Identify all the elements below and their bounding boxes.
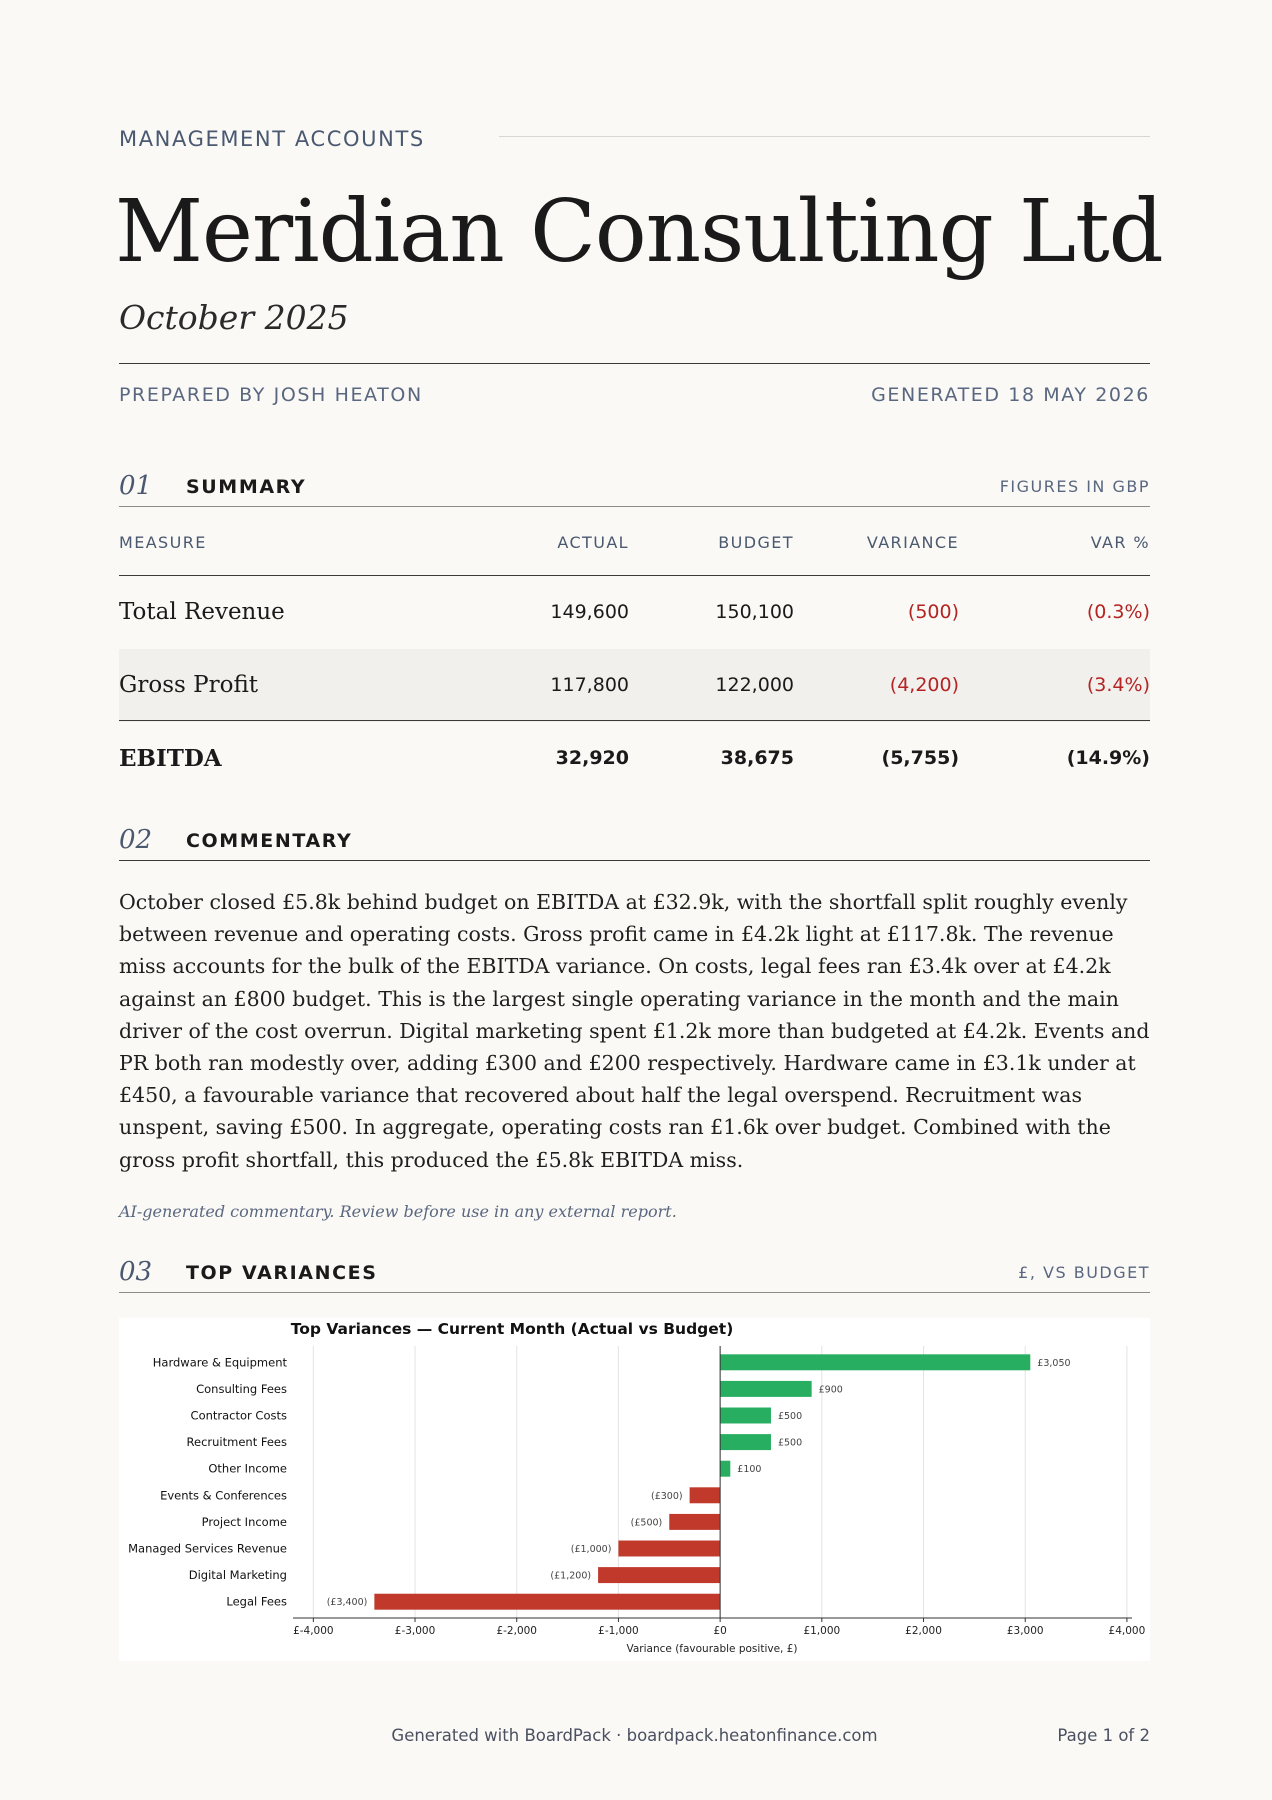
x-tick-label: £0 — [713, 1625, 727, 1637]
category-label: Events & Conferences — [160, 1488, 287, 1503]
data-label: £500 — [777, 1411, 803, 1422]
row-var-pct: (14.9%) — [1066, 747, 1150, 769]
data-label: £900 — [818, 1384, 843, 1396]
page-number: Page 1 of 2 — [1057, 1726, 1150, 1745]
bar — [374, 1594, 720, 1610]
x-tick-label: £3,000 — [1006, 1625, 1044, 1637]
data-label: (£1,200) — [550, 1570, 592, 1582]
row-actual: 32,920 — [555, 747, 629, 769]
table-row — [119, 722, 1150, 795]
data-label: £100 — [737, 1464, 762, 1476]
row-variance: (4,200) — [889, 674, 959, 696]
eyebrow-row — [119, 124, 1150, 154]
summary-section-header — [119, 468, 1150, 508]
x-tick-label: £-4,000 — [293, 1625, 334, 1637]
header-divider — [119, 363, 1150, 364]
category-label: Contractor Costs — [190, 1408, 287, 1423]
category-label: Hardware & Equipment — [152, 1355, 287, 1370]
commentary-body: October closed £5.8k behind budget on EBITDA at £32.9k, with the shortfall split roughly evenly between revenue and operating costs. Gross profit came in £4.2k light at £117.8k. The revenue miss accounts for the bulk of the EBITDA variance. On costs, legal fees ran £3.4k over at £4.2k against an £800 budget. This is the largest single operating variance in the month and the main driver of the cost overrun. Digital marketing spent £1.2k more than budgeted at £4.2k. Events and PR both ran modestly over, adding £300 and £200 respectively. Hardware came in £3.1k under at £450, a favourable variance that recovered about half the legal overspend. Recruitment was unspent, saving £500. In aggregate, operating costs ran £1.6k over budget. Combined with the gross profit shortfall, this produced the £5.8k EBITDA miss. — [119, 890, 1150, 1172]
x-tick-label: £1,000 — [803, 1625, 841, 1637]
column-header-var-pct: VAR % — [1090, 533, 1150, 552]
row-variance: (5,755) — [881, 747, 959, 769]
category-label: Project Income — [201, 1514, 287, 1529]
chart-x-axis-label: Variance (favourable positive, £) — [626, 1643, 798, 1655]
bar — [720, 1381, 812, 1397]
section-divider — [119, 506, 1150, 507]
row-var-pct: (3.4%) — [1086, 674, 1150, 696]
column-header-variance: VARIANCE — [866, 533, 959, 552]
category-label: Other Income — [208, 1461, 287, 1476]
section-title: COMMENTARY — [186, 830, 353, 852]
section-number: 03 — [119, 1257, 153, 1287]
x-tick-label: £-1,000 — [598, 1625, 639, 1637]
column-header-measure: MEASURE — [119, 533, 207, 552]
section-note: FIGURES IN GBP — [999, 477, 1150, 496]
row-budget: 150,100 — [715, 601, 794, 623]
section-number: 02 — [119, 825, 153, 855]
column-header-actual: ACTUAL — [557, 533, 629, 552]
data-label: (£3,400) — [326, 1597, 368, 1609]
variance-chart — [119, 1318, 1150, 1661]
table-row — [119, 576, 1150, 649]
x-tick-label: £-2,000 — [496, 1625, 537, 1637]
variance-chart-svg — [119, 1318, 1150, 1661]
prepared-by: PREPARED BY JOSH HEATON — [119, 384, 423, 406]
section-title: SUMMARY — [186, 476, 307, 498]
bar — [720, 1354, 1030, 1370]
company-title: Meridian Consulting Ltd — [115, 182, 1163, 282]
bar — [669, 1514, 720, 1530]
row-measure: Gross Profit — [119, 672, 259, 698]
generated-date: GENERATED 18 MAY 2026 — [871, 384, 1150, 406]
data-label: (£500) — [630, 1517, 663, 1529]
section-divider — [119, 1292, 1150, 1293]
row-budget: 38,675 — [720, 747, 794, 769]
table-total-divider — [119, 720, 1150, 721]
chart-title: Top Variances — Current Month (Actual vs Budget) — [290, 1320, 734, 1338]
commentary-section-header — [119, 822, 1150, 862]
table-header — [119, 523, 1150, 563]
bar — [598, 1567, 720, 1583]
footer-credit: Generated with BoardPack · boardpack.heatonfinance.com — [391, 1726, 878, 1745]
eyebrow-divider — [499, 136, 1150, 137]
bar — [618, 1541, 720, 1557]
section-note: £, VS BUDGET — [1018, 1263, 1150, 1282]
report-period: October 2025 — [119, 298, 349, 337]
report-type-label: MANAGEMENT ACCOUNTS — [119, 127, 425, 151]
bar — [720, 1461, 730, 1477]
category-label: Recruitment Fees — [186, 1435, 287, 1450]
category-label: Managed Services Revenue — [128, 1541, 287, 1556]
row-measure: EBITDA — [119, 745, 222, 772]
data-label: £3,050 — [1037, 1357, 1071, 1369]
bar — [720, 1408, 771, 1424]
section-title: TOP VARIANCES — [186, 1262, 378, 1284]
row-actual: 117,800 — [550, 674, 629, 696]
row-actual: 149,600 — [550, 601, 629, 623]
bar — [720, 1434, 771, 1450]
data-label: (£1,000) — [570, 1544, 612, 1555]
row-measure: Total Revenue — [119, 599, 285, 625]
section-divider — [119, 860, 1150, 861]
variances-section-header — [119, 1254, 1150, 1294]
data-label: (£300) — [651, 1490, 683, 1502]
ai-disclaimer: AI-generated commentary. Review before use in any external report. — [119, 1202, 677, 1221]
x-tick-label: £4,000 — [1108, 1625, 1146, 1637]
row-var-pct: (0.3%) — [1086, 601, 1150, 623]
category-label: Legal Fees — [226, 1594, 287, 1609]
section-number: 01 — [119, 471, 153, 501]
category-label: Consulting Fees — [196, 1381, 287, 1396]
data-label: £500 — [777, 1437, 803, 1449]
category-label: Digital Marketing — [188, 1568, 287, 1583]
x-tick-label: £-3,000 — [394, 1625, 436, 1637]
row-budget: 122,000 — [715, 674, 794, 696]
column-header-budget: BUDGET — [718, 533, 794, 552]
x-tick-label: £2,000 — [905, 1625, 942, 1637]
bar — [690, 1487, 721, 1503]
table-row — [119, 649, 1150, 722]
row-variance: (500) — [907, 601, 959, 623]
